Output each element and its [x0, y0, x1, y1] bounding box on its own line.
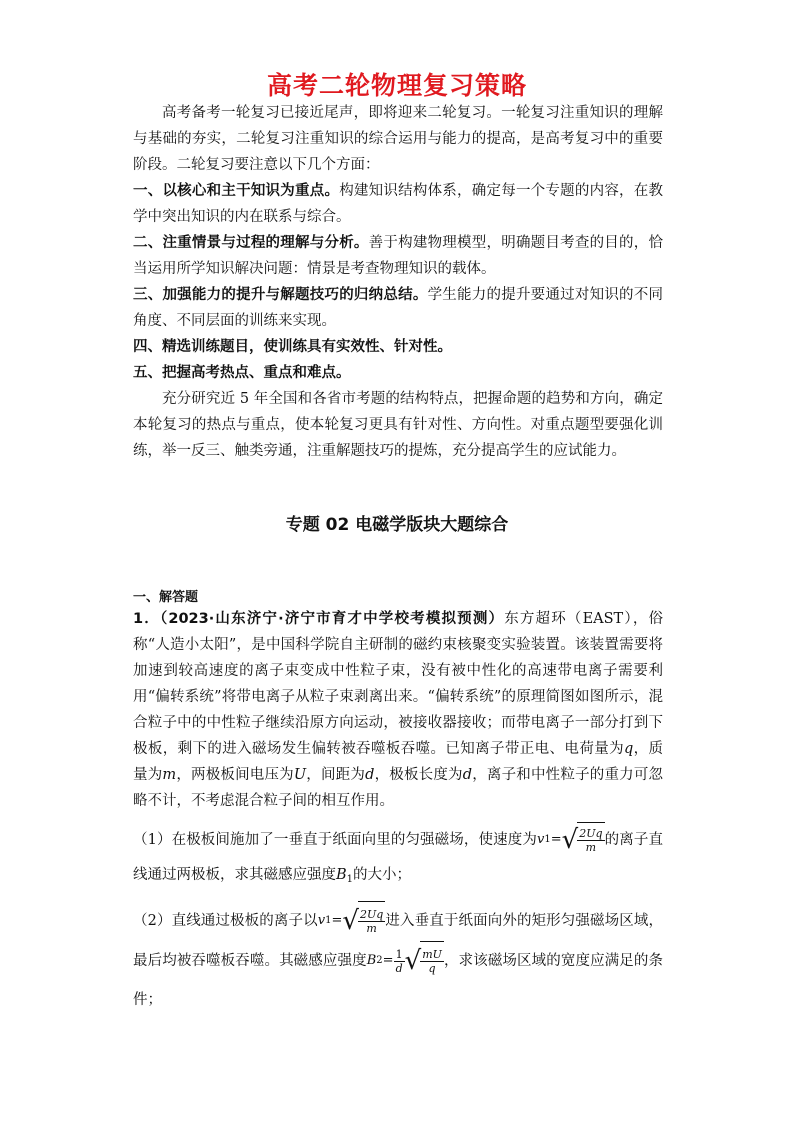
point-1: 一、以核心和主干知识为重点。构建知识结构体系，确定每一个专题的内容，在教学中突出知识的内在联系与综合。: [133, 183, 664, 225]
main-title: 高考二轮物理复习策略: [266, 71, 527, 100]
point-2: 二、注重情景与过程的理解与分析。善于构建物理模型，明确题目考查的目的，恰当运用所学知识解决问题：情景是考查物理知识的载体。: [133, 235, 663, 277]
section-label: 一、解答题: [133, 590, 199, 605]
closing-paragraph: 充分研究近 5 年全国和各省市考题的结构特点，把握命题的趋势和方向，确定本轮复习的热点与重点，使本轮复习更具有针对性、方向性。对重点题型要强化训练，举一反三、触类旁通，注重解题技巧的提炼，充分提高学生的应试能力。: [133, 391, 663, 459]
sqrt-symbol: √: [561, 825, 579, 855]
intro-block: [133, 100, 663, 464]
question-1: [133, 606, 663, 1019]
sqrt-symbol: √: [342, 906, 359, 936]
topic-title: 专题 02 电磁学版块大题综合: [285, 515, 509, 535]
velocity-formula-1: v 1 = √ $\frac{2Uq}{m}$: [537, 822, 605, 858]
sqrt-symbol: √: [404, 946, 422, 976]
intro-paragraph: 高考备考一轮复习已接近尾声，即将迎来二轮复习。一轮复习注重知识的理解与基础的夯实，二轮复习注重知识的综合运用与能力的提高，是高考复习中的重要阶段。二轮复习要注意以下几个方面：: [133, 105, 663, 173]
point-4: 四、精选训练题目，使训练具有实效性、针对性。: [133, 339, 452, 355]
velocity-formula-2: v 1 = √ $\frac{2Uq}{m}$: [318, 901, 386, 941]
sub-question-1: （1）在极板间施加了一垂直于纸面向里的匀强磁场，使速度为 v 1 = √ $\frac{2Uq}{m}$ 的离子直线通过两极板，求其磁感应强度$B_1$的大小；: [133, 822, 663, 897]
field-formula-2: B 2 = $\frac{1}{d}$ √ $\frac{mU}{q}$: [367, 941, 444, 981]
point-3: 三、加强能力的提升与解题技巧的归纳总结。学生能力的提升要通过对知识的不同角度、不同层面的训练来实现。: [133, 287, 664, 329]
point-5: 五、把握高考热点、重点和难点。: [133, 365, 351, 381]
question-stem: 1．（2023·山东济宁·济宁市育才中学校考模拟预测）东方超环（EAST），俗称“人造小太阳”，是中国科学院自主研制的磁约束核聚变实验装置。该装置需要将加速到较高速度的离子束变成中性粒子束，没有被中性化的高速带电离子需要利用“偏转系统”将带电离子从粒子束剥离出来。“偏转系统”的原理简图如图所示，混合粒子中的中性粒子继续沿原方向运动，被接收器接收；而带电离子一部分打到下极板，剩下的进入磁场发生偏转被吞噬板吞噬。已知离子带正电、电荷量为q，质量为m，两极板间电压为U，间距为d，极板长度为d，离子和中性粒子的重力可忽略不计，不考虑混合粒子间的相互作用。: [133, 611, 664, 809]
sub-question-2: （2）直线通过极板的离子以 v 1 = √ $\frac{2Uq}{m}$ 进入垂直于纸面向外的矩形匀强磁场区域，最后均被吞噬板吞噬。其磁感应强度 B 2 = $\frac{1}{d}$ √ $\frac{mU}{q}$ ，求该磁场区域的宽度应满足的条件；: [133, 901, 663, 1019]
question-source: （2023·山东济宁·济宁市育才中学校考模拟预测）: [159, 611, 505, 627]
